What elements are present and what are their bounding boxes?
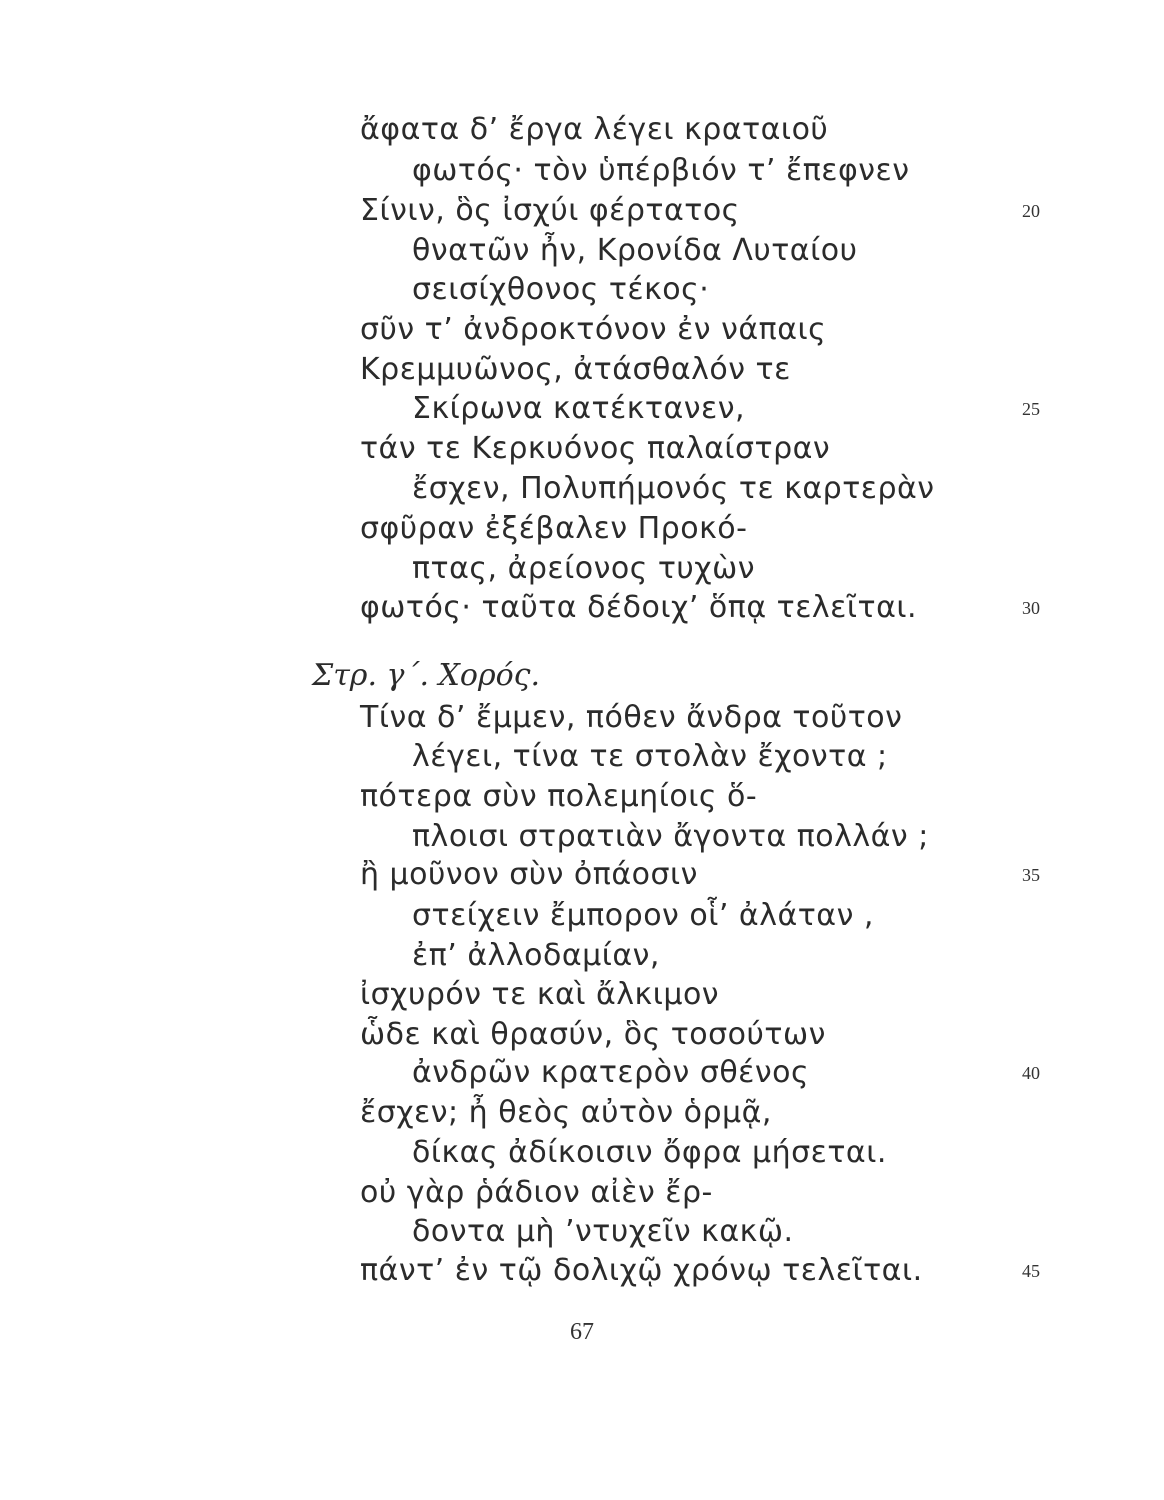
verse-line: ἐπ’ ἀλλοδαμίαν, [412,938,660,973]
verse-line: λέγει, τίνα τε στολὰν ἔχοντα ; [412,739,888,774]
verse-line: φωτός· ταῦτα δέδοιχ’ ὅπᾳ τελεῖται. [360,590,918,625]
verse-line: οὐ γὰρ ῥάδιον αἰὲν ἔρ- [360,1175,713,1210]
verse-line: Τίνα δ’ ἔμμεν, πόθεν ἄνδρα τοῦτον [360,700,903,735]
verse-line: τάν τε Κερκυόνος παλαίστραν [360,431,831,466]
verse-line: δοντα μὴ ’ντυχεῖν κακῷ. [412,1214,794,1249]
verse-line: σφῦραν ἐξέβαλεν Προκό- [360,511,748,546]
verse-line: ἔσχεν, Πολυπήμονός τε καρτερὰν [412,471,935,506]
verse-line: ἔσχεν; ἦ θεὸς αὐτὸν ὁρμᾷ, [360,1095,772,1130]
page-number: 67 [570,1319,594,1345]
line-number: 40 [1022,1063,1040,1083]
verse-line: ὧδε καὶ θρασύν, ὃς τοσούτων [360,1017,826,1052]
verse-line: Σίνιν, ὃς ἰσχύι φέρτατος [360,193,740,228]
verse-line: στείχειν ἔμπορον οἷ’ ἀλάταν , [412,898,874,933]
verse-line: ἀνδρῶν κρατερὸν σθένος [412,1055,810,1090]
line-number: 20 [1022,201,1040,221]
verse-line: θνατῶν ἦν, Κρονίδα Λυταίου [412,233,858,268]
verse-line: ἢ μοῦνον σὺν ὀπάοσιν [360,857,698,892]
verse-line: σεισίχθονος τέκος· [412,272,710,307]
verse-line: σῦν τ’ ἀνδροκτόνον ἐν νάπαις [360,312,827,347]
line-number: 25 [1022,399,1040,419]
strophe-heading: Στρ. γ΄. Χορός. [312,658,540,693]
verse-line: πλοισι στρατιὰν ἄγοντα πολλάν ; [412,819,929,854]
verse-line: πότερα σὺν πολεμηίοις ὅ- [360,779,758,814]
verse-line: πάντ’ ἐν τῷ δολιχῷ χρόνῳ τελεῖται. [360,1253,923,1288]
line-number: 35 [1022,865,1040,885]
verse-line: ἰσχυρόν τε καὶ ἄλκιμον [360,977,720,1012]
verse-line: φωτός· τὸν ὑπέρβιόν τ’ ἔπεφνεν [412,153,910,188]
verse-line: Σκίρωνα κατέκτανεν, [412,391,746,426]
line-number: 30 [1022,598,1040,618]
verse-line: ἄφατα δ’ ἔργα λέγει κραταιοῦ [360,112,829,147]
verse-line: δίκας ἀδίκοισιν ὄφρα μήσεται. [412,1135,887,1170]
verse-line: πτας, ἀρείονος τυχὼν [412,551,756,586]
line-number: 45 [1022,1261,1040,1281]
verse-line: Κρεμμυῶνος, ἀτάσθαλόν τε [360,352,791,387]
